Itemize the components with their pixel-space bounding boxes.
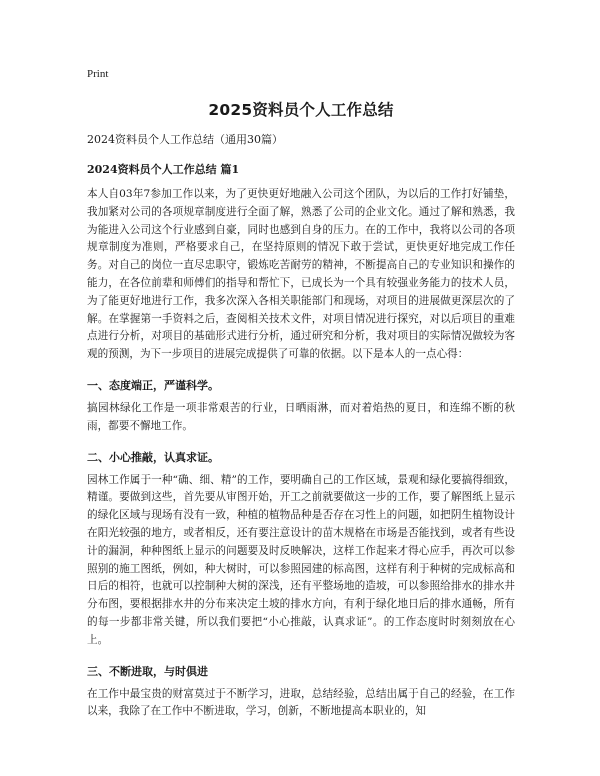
section-body-progress: 在工作中最宝贵的财富莫过于不断学习，进取，总结经验，总结出属于自己的经验，在工作以来，我除了在工作中不断进取，学习，创新，不断地提高本职业的，知 [87,687,515,718]
section-body-verification: 园林工作属于一种“确、细、精”的工作，要明确自己的工作区域，景观和绿化要搞得细致，精谨。要做到这些，首先要从审图开始，开工之前就要做这一步的工作，要了解图纸上显示的绿化区域与现场有没有一致，种植的植物品种是否存在习性上的问题，如把阴生植物设计在阳光较强的地方，或者相反，还有要注意设计的苗木规格在市场是否能找到，或者有些设计的漏洞，种种图纸上显示的问题要及时反映解决，这样工作起来才得心应手，再次可以参照别的施工图纸，例如，种大树时，可以参照园建的标高图，这样有利于种树的完成标高和日后的相符，也就可以控制种大树的深浅，还有平整场地的造坡，可以参照给排水的排水井分布图，要根据排水井的分布来决定土坡的排水方向，有利于绿化地日后的排水通畅，所有的每一步都非常关键，所以我们要把“小心推敲，认真求证”。的工作态度时时刻刻放在心上。 [87,473,515,646]
document-subtitle: 2024资料员个人工作总结（通用30篇） [87,133,283,146]
page-title: 2025资料员个人工作总结 [208,101,394,119]
section-heading-attitude: 一、态度端正，严谨科学。 [87,378,219,392]
section-heading-verification: 二、小心推敲，认真求证。 [87,450,219,464]
section-heading-progress: 三、不断进取，与时俱进 [87,664,208,678]
document-page [87,66,515,721]
print-label[interactable]: Print [87,68,109,80]
section-body-attitude: 搞园林绿化工作是一项非常艰苦的行业，日晒雨淋，而对着焰热的夏日，和连绵不断的秋雨，都要不懈地工作。 [87,401,515,432]
intro-paragraph: 本人自03年7参加工作以来，为了更快更好地融入公司这个团队，为以后的工作打好铺垫，我加紧对公司的各项规章制度进行全面了解，熟悉了公司的企业文化。通过了解和熟悉，我为能进入公司这个行业感到自豪，同时也感到自身的压力。在的工作中，我将以公司的各项规章制度为准则，严格要求自己，在坚持原则的情况下敢于尝试，更快更好地完成工作任务。对自己的岗位一直尽忠职守，锻炼吃苦耐劳的精神，不断提高自己的专业知识和操作的能力，在各位前辈和师傅们的指导和帮忙下，已成长为一个具有较强业务能力的技术人员，为了能更好地进行工作，我多次深入各相关职能部门和现场，对项目的进展做更深层次的了解。在掌握第一手资料之后，查阅相关技术文件，对项目情况进行探究，对以后项目的重难点进行分析，对项目的基础形式进行分析，通过研究和分析，我对项目的实际情况做较为客观的预测，为下一步项目的进展完成提供了可靠的依据。以下是本人的一点心得： [87,188,515,361]
article-heading: 2024资料员个人工作总结 篇1 [87,163,240,176]
